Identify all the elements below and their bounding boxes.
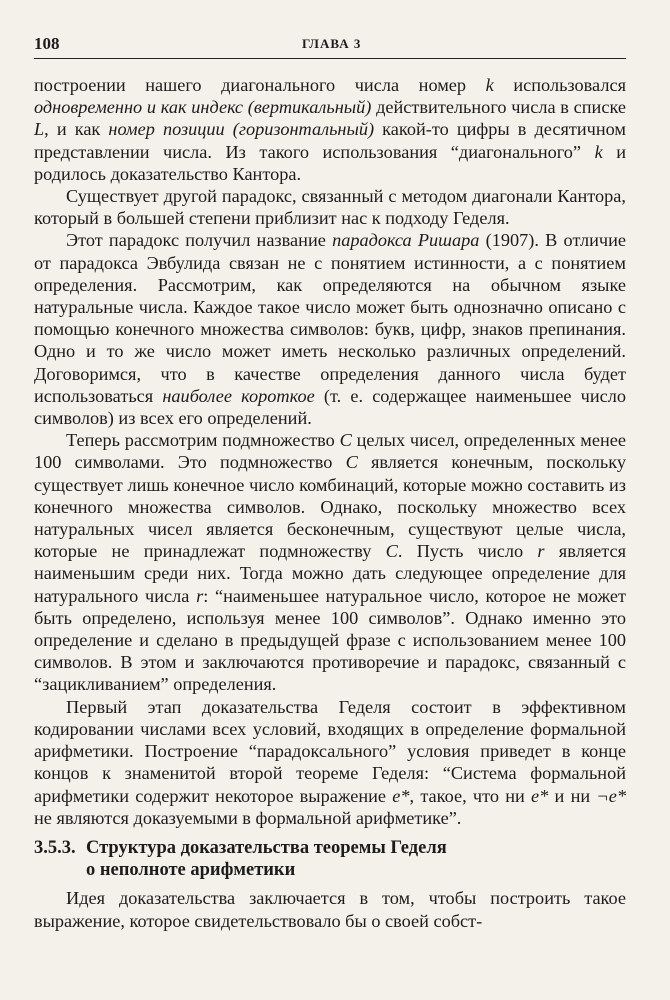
paragraph-2: Существует другой парадокс, связанный с методом диагонали Кантора, который в большей степени приблизит нас к подходу Геделя.	[34, 186, 626, 229]
paragraph-1	[34, 74, 626, 185]
math-var: C	[385, 541, 398, 562]
text-run: Первый этап доказательства Геделя состоит в эффективном кодировании числами всех условий, входящих в определение формальной арифметики. Построение “парадоксального” условия приведет в конце концов к знаменитой второй теореме Геделя: “Система формальной арифметики содержит некоторое выражение	[34, 696, 626, 806]
section-title-line1: Структура доказательства теоремы Геделя	[86, 837, 447, 858]
section-title-line2: о неполноте арифметики	[86, 860, 296, 881]
math-var: C	[339, 430, 352, 451]
text-run: (1907). В отличие от парадокса Эвбулида связан не с понятием истинности, а с понятием определения. Рассмотрим, как определяются на обычном языке натуральные числа. Каждое такое число может быть однозначно описано с помощью конечного множества символов: букв, цифр, знаков препинания. Одно и то же число может иметь несколько различных определений. Договоримся, что в качестве определения данного числа будет использоваться	[34, 230, 626, 406]
book-page	[34, 30, 626, 990]
text-run: , такое, что ни	[409, 785, 532, 806]
math-var: r	[196, 585, 204, 606]
math-var: r	[537, 541, 545, 562]
math-var: k	[594, 141, 603, 162]
text-run: : “наименьшее натуральное число, которое не может быть определено, используя менее 100 символов”. Однако именно это определение и сделано в предыдущей фразе с использованием менее 100 символов. В этом и заключаются противоречие и парадокс, связанный с “зацикливанием” определения.	[34, 585, 626, 695]
math-var: L	[34, 119, 45, 140]
text-run: и родилось доказательство Кантора.	[34, 141, 627, 184]
text-run: (т. е. содержащее наименьшее число символов) из всех его определений.	[34, 385, 626, 429]
text-run: . Пусть число	[397, 541, 538, 562]
text-run: является наименьшим среди них. Тогда можно дать следующее определение для натурального числа	[34, 541, 626, 606]
math-var: ¬e*	[596, 785, 626, 806]
text-run: не являются доказуемыми в формальной арифметике”.	[34, 807, 462, 828]
text-run: действительного числа в списке	[371, 97, 626, 118]
paragraph-6: Идея доказательства заключается в том, чтобы построить такое выражение, которое свидетельствовало бы о своей собст-	[34, 888, 626, 931]
running-head: ГЛАВА 3	[302, 36, 362, 51]
text-run: , и как	[44, 119, 109, 140]
section-number: 3.5.3.	[34, 837, 76, 858]
text-run: какой-то цифры в десятичном представлении числа. Из такого использования “диагонального”	[34, 119, 626, 162]
text-run: использовался	[493, 75, 626, 95]
italic-phrase: номер позиции (горизонтальный)	[108, 119, 375, 140]
paragraph-3	[34, 229, 626, 429]
math-var: k	[485, 75, 494, 95]
text-run: Теперь рассмотрим подмножество	[66, 430, 340, 451]
section-heading	[34, 837, 626, 881]
math-var: C	[345, 452, 358, 473]
paragraph-5	[34, 696, 626, 829]
italic-phrase: одновременно и как индекс (вертикальный)	[34, 97, 372, 118]
page-header	[34, 30, 626, 59]
paragraph-4	[34, 429, 626, 695]
body-text	[34, 74, 626, 932]
italic-phrase: парадокса Ришара	[332, 230, 480, 251]
text-run: построении нашего диагонального числа номер	[34, 75, 486, 95]
text-run: Этот парадокс получил название	[66, 230, 333, 251]
text-run: является конечным, поскольку существует лишь конечное число комбинаций, которые можно составить из конечного множества символов. Однако, поскольку множество всех натуральных чисел является бесконечным, существуют целые числа, которые не принадлежат подмножеству	[34, 452, 626, 562]
page-number: 108	[34, 34, 60, 53]
text-run: целых чисел, определенных менее 100 символами. Это подмножество	[34, 430, 626, 473]
math-var: e*	[392, 785, 410, 806]
italic-phrase: наиболее короткое	[162, 385, 315, 406]
math-var: e*	[531, 785, 549, 806]
text-run: и ни	[548, 785, 597, 806]
